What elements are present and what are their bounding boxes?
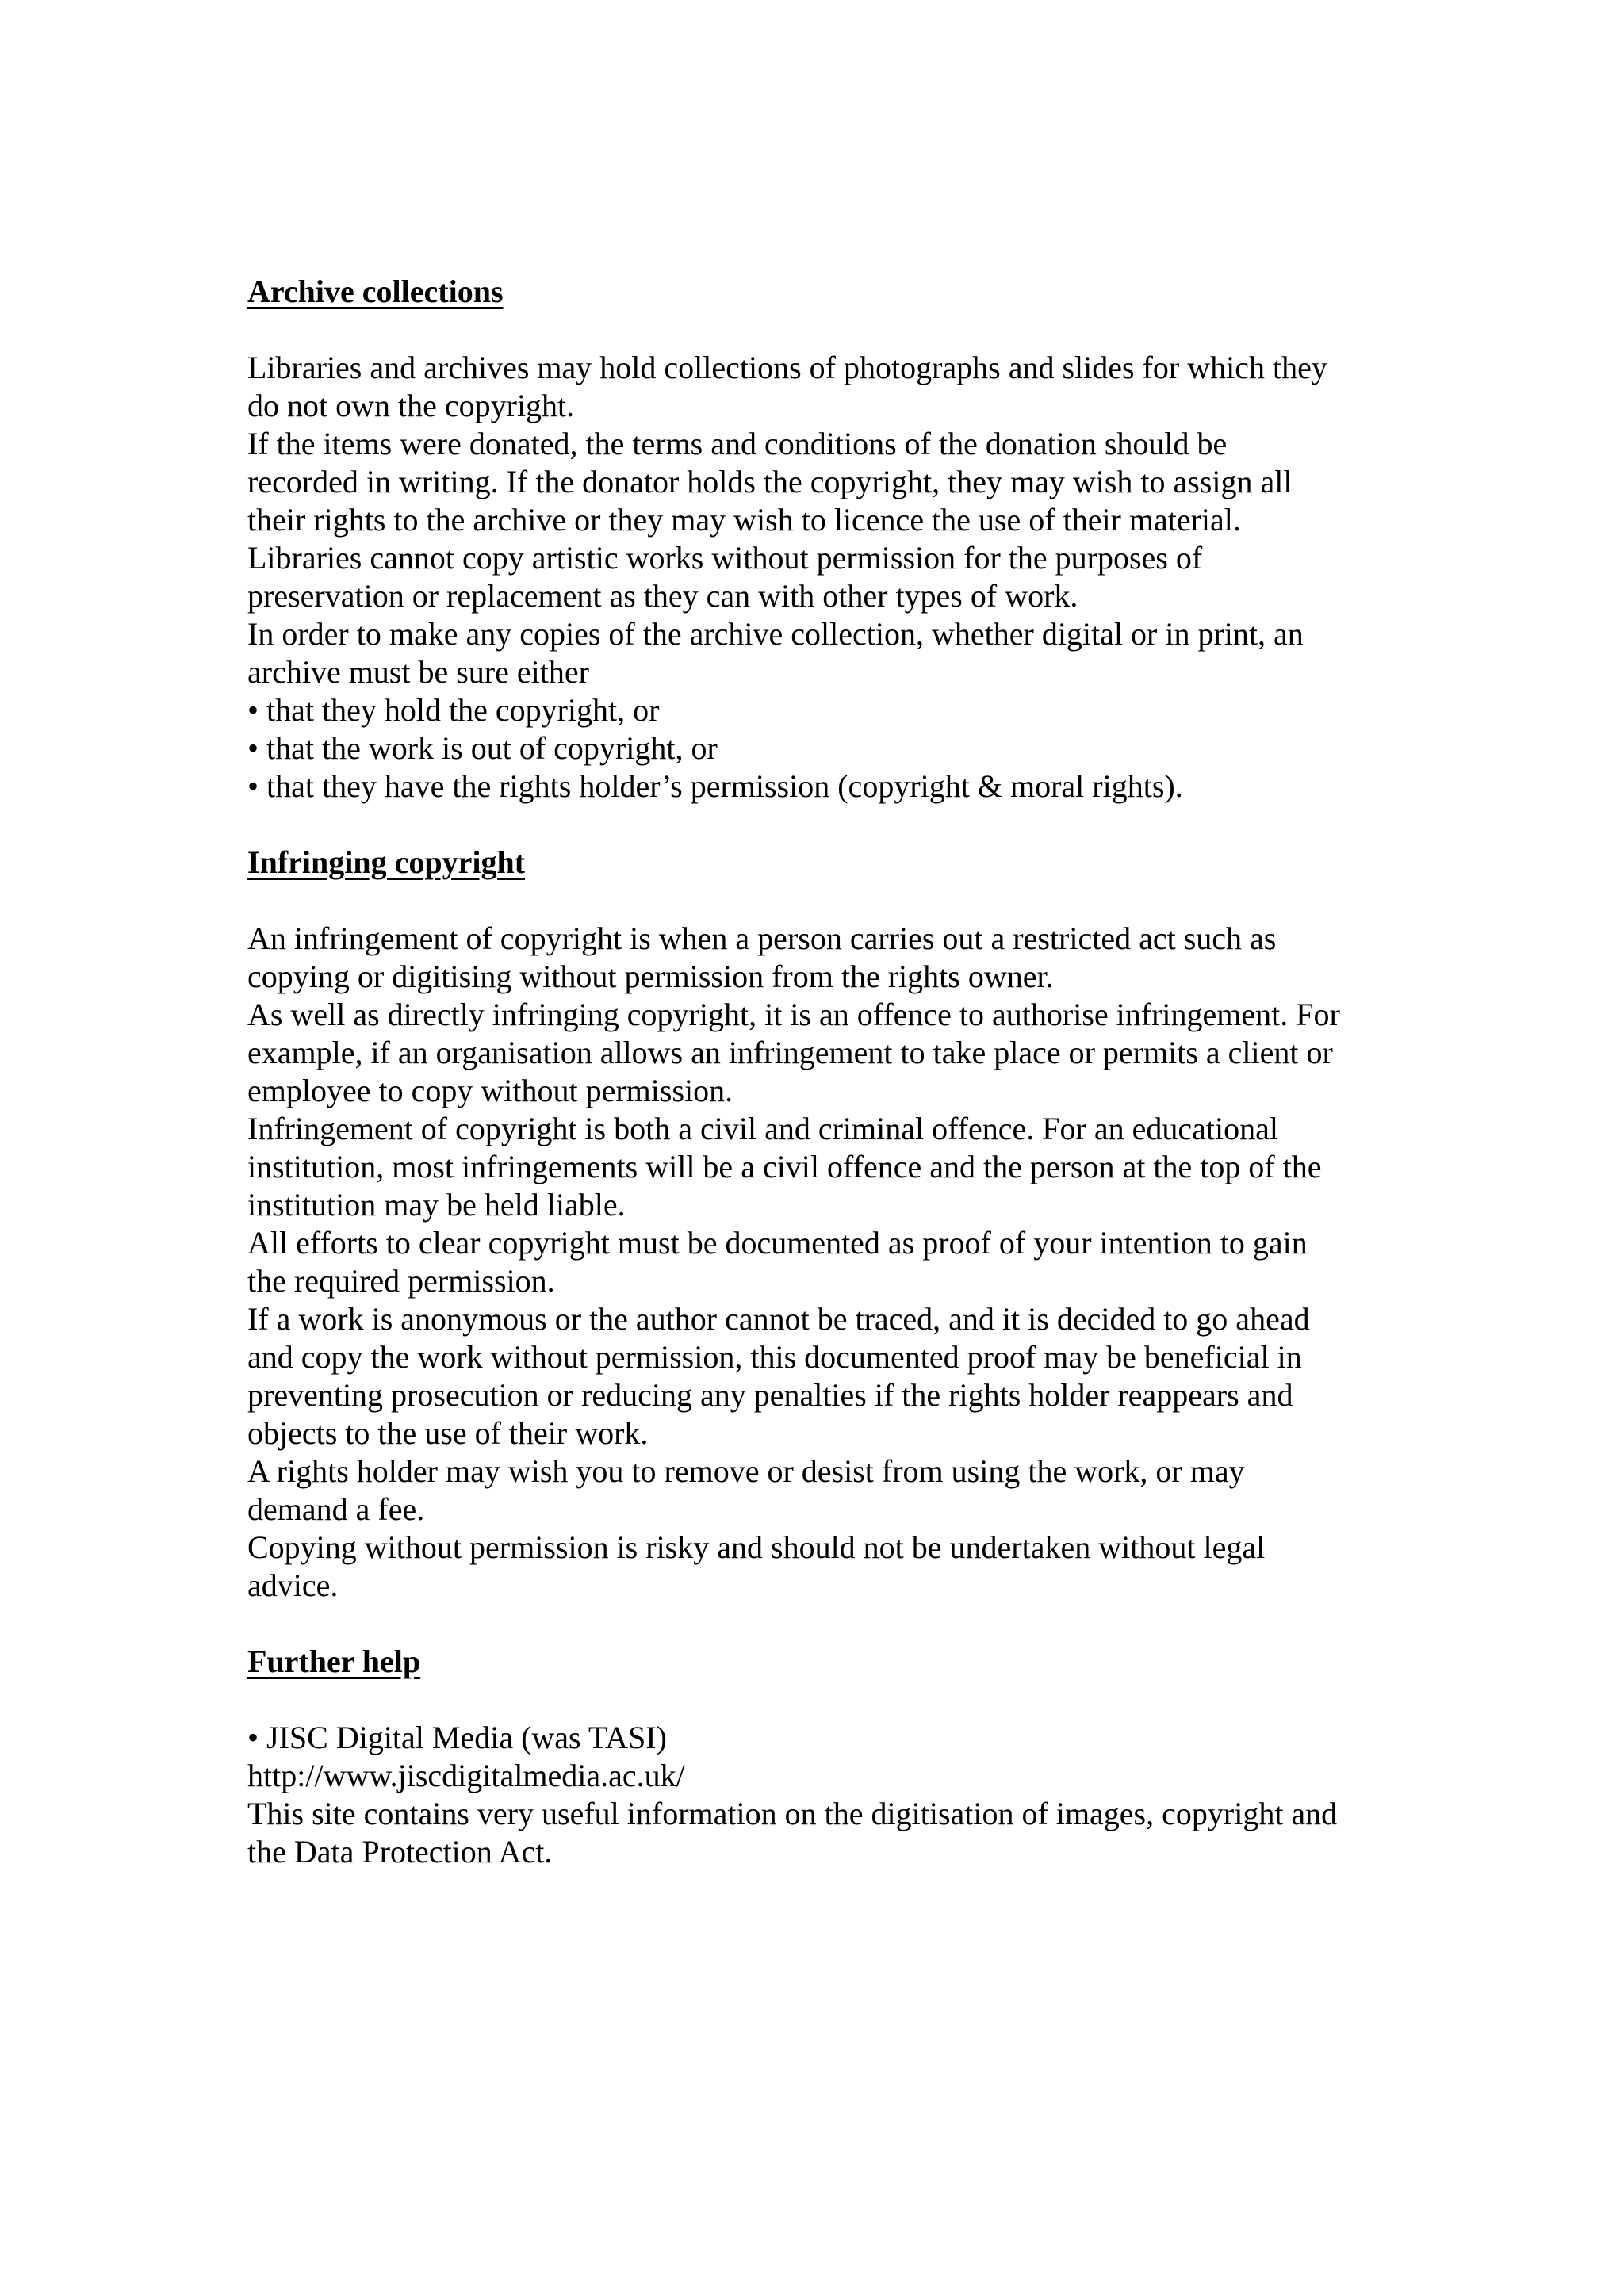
text-line: the required permission. bbox=[247, 1263, 555, 1299]
text-line: Copying without permission is risky and should not be undertaken without legal bbox=[247, 1529, 1266, 1565]
text-line: An infringement of copyright is when a person carries out a restricted act such as bbox=[247, 920, 1277, 956]
spacer bbox=[247, 806, 1397, 844]
text-line: Infringement of copyright is both a civil and criminal offence. For an educational bbox=[247, 1111, 1278, 1146]
bullet-item: • JISC Digital Media (was TASI) bbox=[247, 1720, 667, 1755]
text-line: preservation or replacement as they can with other types of work. bbox=[247, 578, 1078, 614]
text-line: preventing prosecution or reducing any penalties if the rights holder reappears and bbox=[247, 1377, 1293, 1413]
text-line: institution may be held liable. bbox=[247, 1187, 626, 1223]
url-text: http://www.jiscdigitalmedia.ac.uk/ bbox=[247, 1758, 685, 1793]
text-line: copying or digitising without permission from the rights owner. bbox=[247, 959, 1054, 994]
text-line: If the items were donated, the terms and conditions of the donation should be bbox=[247, 426, 1228, 461]
bullet-item: • that the work is out of copyright, or bbox=[247, 730, 718, 766]
text-line: the Data Protection Act. bbox=[247, 1834, 553, 1869]
document-page bbox=[247, 273, 1397, 1871]
text-line: example, if an organisation allows an infringement to take place or permits a client or bbox=[247, 1035, 1333, 1070]
section-heading-further-help: Further help bbox=[247, 1644, 421, 1679]
spacer bbox=[247, 1605, 1397, 1643]
section-heading-archive-collections: Archive collections bbox=[247, 274, 504, 309]
text-line: Libraries cannot copy artistic works without permission for the purposes of bbox=[247, 540, 1203, 576]
spacer bbox=[247, 1681, 1397, 1719]
text-line: employee to copy without permission. bbox=[247, 1073, 733, 1108]
text-line: institution, most infringements will be a civil offence and the person at the top of the bbox=[247, 1149, 1322, 1184]
spacer bbox=[247, 311, 1397, 349]
text-line: advice. bbox=[247, 1567, 339, 1603]
text-line: As well as directly infringing copyright, it is an offence to authorise infringement. For bbox=[247, 997, 1340, 1032]
text-line: A rights holder may wish you to remove or desist from using the work, or may bbox=[247, 1453, 1245, 1489]
section-body-infringing-copyright bbox=[247, 920, 1397, 1605]
section-body-archive-collections bbox=[247, 349, 1397, 806]
text-line: demand a fee. bbox=[247, 1491, 425, 1527]
text-line: If a work is anonymous or the author cannot be traced, and it is decided to go ahead bbox=[247, 1301, 1310, 1337]
spacer bbox=[247, 882, 1397, 920]
text-line: do not own the copyright. bbox=[247, 388, 575, 423]
text-line: objects to the use of their work. bbox=[247, 1415, 649, 1451]
section-heading-infringing-copyright: Infringing copyright bbox=[247, 844, 526, 880]
bullet-item: • that they hold the copyright, or bbox=[247, 692, 660, 728]
text-line: their rights to the archive or they may wish to licence the use of their material. bbox=[247, 502, 1241, 538]
text-line: All efforts to clear copyright must be documented as proof of your intention to gain bbox=[247, 1225, 1308, 1261]
text-line: archive must be sure either bbox=[247, 654, 589, 690]
text-line: Libraries and archives may hold collections of photographs and slides for which they bbox=[247, 350, 1327, 385]
text-line: and copy the work without permission, this documented proof may be beneficial in bbox=[247, 1339, 1302, 1375]
text-line: In order to make any copies of the archive collection, whether digital or in print, an bbox=[247, 616, 1304, 652]
bullet-item: • that they have the rights holder’s permission (copyright & moral rights). bbox=[247, 768, 1183, 804]
text-line: This site contains very useful information on the digitisation of images, copyright and bbox=[247, 1796, 1338, 1831]
text-line: recorded in writing. If the donator holds the copyright, they may wish to assign all bbox=[247, 464, 1293, 499]
section-body-further-help bbox=[247, 1719, 1397, 1871]
